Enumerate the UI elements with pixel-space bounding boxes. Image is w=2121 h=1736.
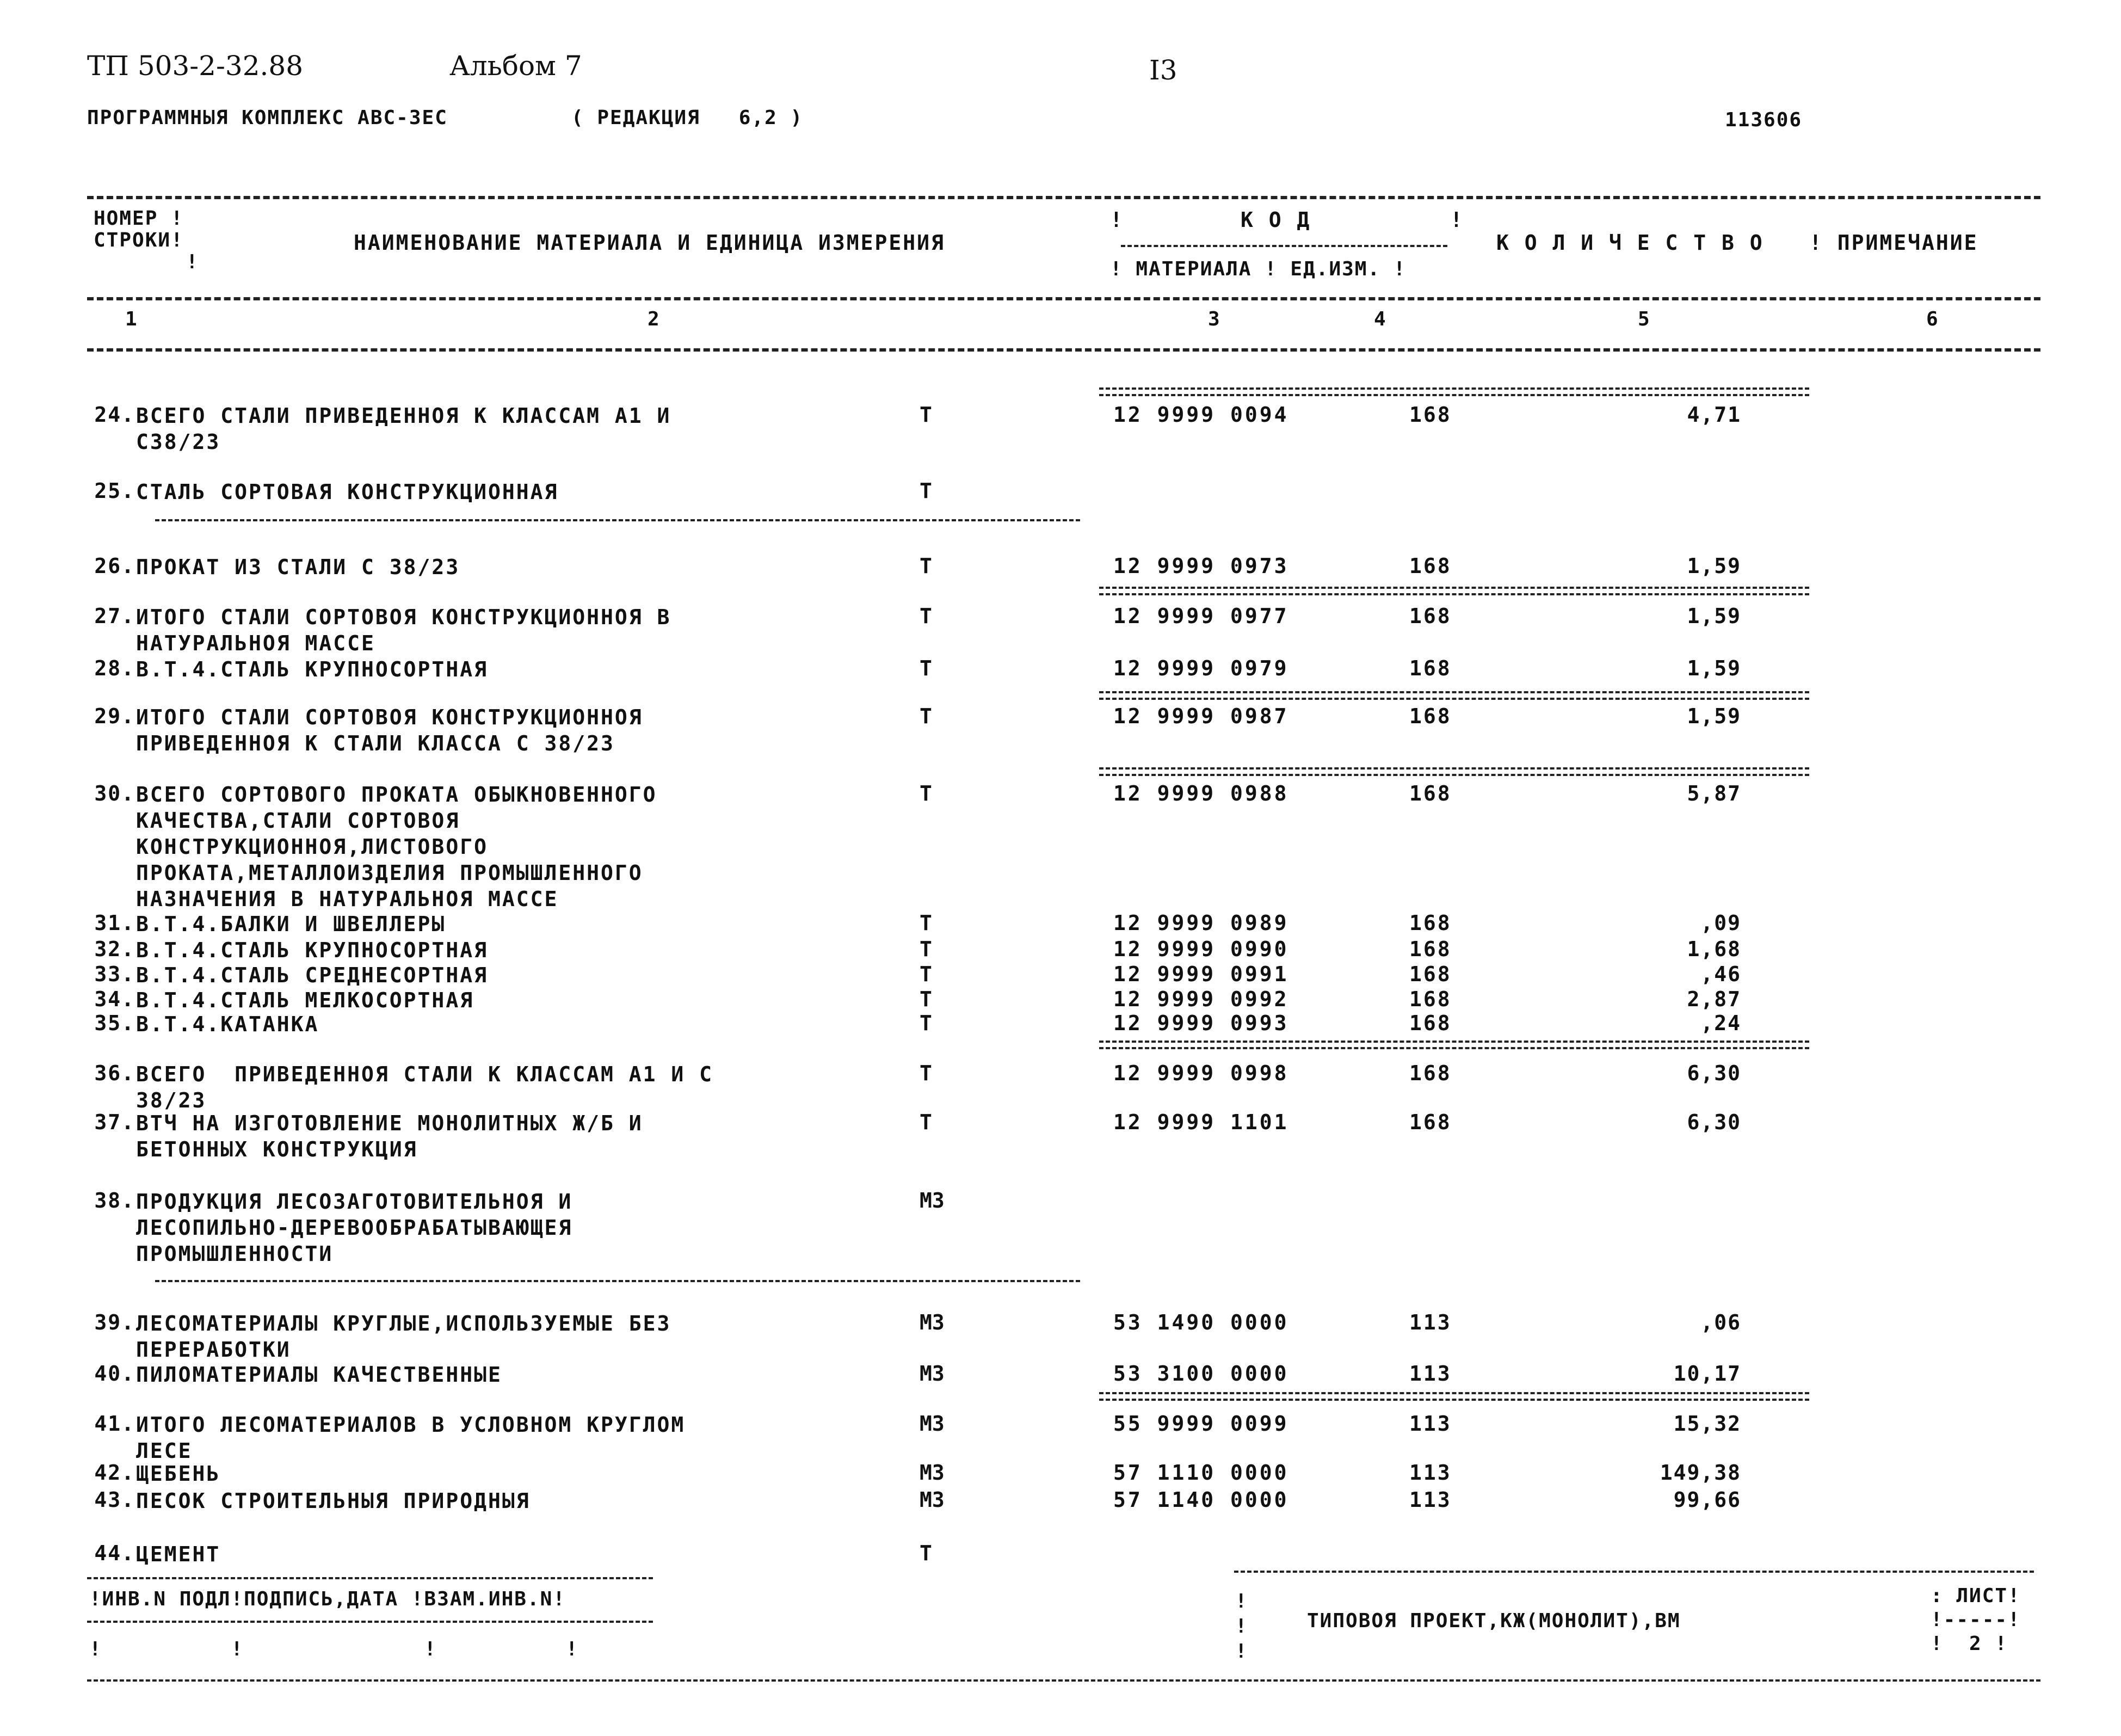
total-separator [1099,767,1809,776]
row-material-name: В.Т.4.СТАЛЬ КРУПНОСОРТНАЯ [136,938,488,962]
titleblock-left-bars: ! ! ! [1235,1590,1248,1663]
row-unit: Т [920,403,932,427]
total-separator [1099,1392,1809,1401]
total-separator [1099,387,1809,396]
row-unit-code: 113 [1409,1461,1452,1485]
row-quantity: 6,30 [1687,1061,1741,1085]
program-name: ПРОГРАММНЫЯ КОМПЛЕКС АВС-3ЕС [87,107,448,129]
row-number: 31. [94,911,135,935]
row-unit: Т [920,1061,932,1085]
row-unit: Т [920,781,932,805]
row-material-name: В.Т.4.СТАЛЬ КРУПНОСОРТНАЯ [136,657,488,681]
total-separator [1099,1041,1809,1049]
col6-header: ! ПРИМЕЧАНИЕ [1809,231,1978,255]
row-number: 33. [94,962,135,986]
row-quantity: 1,59 [1687,554,1741,578]
row-material-name: ВТЧ НА ИЗГОТОВЛЕНИЕ МОНОЛИТНЫХ Ж/Б И БЕТОННЫХ КОНСТРУКЦИЯ [136,1111,643,1161]
row-material-name: ПЕСОК СТРОИТЕЛЬНЫЯ ПРИРОДНЫЯ [136,1489,531,1513]
row-quantity: ,09 [1700,911,1741,935]
row-material-code: 12 9999 0993 [1113,1011,1289,1035]
row-unit: Т [920,554,932,578]
sheet-label: : ЛИСТ! [1931,1585,2021,1607]
row-unit-code: 168 [1409,781,1452,805]
header-top-rule [87,196,2040,199]
row-unit: Т [920,604,932,628]
album-label: Альбом 7 [449,50,582,82]
row-material-name: ИТОГО СТАЛИ СОРТОВОЯ КОНСТРУКЦИОННОЯ В НАТУРАЛЬНОЯ МАССЕ [136,605,671,655]
row-material-code: 12 9999 0992 [1113,987,1289,1011]
row-material-code: 12 9999 0991 [1113,962,1289,986]
stamp-mid-rule [87,1621,653,1623]
row-unit: М3 [920,1189,945,1212]
colnum-3: 3 [1208,308,1221,330]
row-quantity: ,06 [1700,1310,1741,1334]
row-unit: М3 [920,1488,945,1512]
row-number: 24. [94,403,135,427]
col1-header: НОМЕР ! СТРОКИ! ! [94,207,199,273]
row-material-code: 12 9999 0998 [1113,1061,1289,1085]
row-unit: Т [920,987,932,1011]
row-quantity: 1,59 [1687,704,1741,728]
row-material-name: В.Т.4.КАТАНКА [136,1012,319,1036]
row-quantity: 99,66 [1673,1488,1741,1512]
row-unit-code: 168 [1409,656,1452,680]
row-number: 29. [94,704,135,728]
row-material-code: 12 9999 0987 [1113,704,1289,728]
row-number: 40. [94,1362,135,1386]
row-unit-code: 113 [1409,1412,1452,1436]
code-subheader: ! МАТЕРИАЛА ! ЕД.ИЗМ. ! [1110,258,1407,280]
row-quantity: 4,71 [1687,403,1741,427]
row-material-name: В.Т.4.БАЛКИ И ШВЕЛЛЕРЫ [136,912,446,936]
sheet-number: 2 [1969,1633,1982,1655]
row-quantity: 15,32 [1673,1412,1741,1436]
colnum-5: 5 [1638,308,1651,330]
total-separator [1099,587,1809,595]
row-material-code: 12 9999 0988 [1113,781,1289,805]
row-material-name: ИТОГО СТАЛИ СОРТОВОЯ КОНСТРУКЦИОННОЯ ПРИВЕДЕННОЯ К СТАЛИ КЛАССА С 38/23 [136,705,643,755]
row-quantity: 1,59 [1687,656,1741,680]
header-bottom-rule [87,348,2040,352]
row-material-name: ВСЕГО СОРТОВОГО ПРОКАТА ОБЫКНОВЕННОГО КАЧЕСТВА,СТАЛИ СОРТОВОЯ КОНСТРУКЦИОННОЯ,ЛИСТОВОГО ПРОКАТА,МЕТАЛЛОИЗДЕЛИЯ ПРОМЫШЛЕННОГО НАЗНАЧЕНИЯ В НАТУРАЛЬНОЯ МАССЕ [136,783,657,911]
row-material-code: 12 9999 0990 [1113,937,1289,961]
row-unit: М3 [920,1310,945,1334]
row-number: 28. [94,656,135,680]
row-unit: Т [920,704,932,728]
job-number: 113606 [1725,109,1803,131]
row-material-name: ВСЕГО СТАЛИ ПРИВЕДЕННОЯ К КЛАССАМ А1 И С38/23 [136,404,671,454]
stamp-cells: ! ! ! ! [89,1638,579,1660]
row-unit: Т [920,962,932,986]
row-number: 41. [94,1412,135,1436]
row-unit-code: 168 [1409,1061,1452,1085]
page-bottom-rule [87,1679,2040,1682]
row-material-code: 57 1110 0000 [1113,1461,1289,1485]
row-number: 42. [94,1461,135,1485]
row-number: 30. [94,781,135,805]
code-group-bar-right: ! [1450,208,1464,232]
row-unit: Т [920,1541,932,1565]
code-subrule [1121,245,1447,247]
row-material-code: 12 9999 0973 [1113,554,1289,578]
row-quantity: ,24 [1700,1011,1741,1035]
sheet-label-rule: !-----! [1931,1609,2021,1631]
row-quantity: 6,30 [1687,1110,1741,1134]
row-material-code: 57 1140 0000 [1113,1488,1289,1512]
col5-header: К О Л И Ч Е С Т В О [1496,231,1764,255]
row-unit: М3 [920,1412,945,1436]
row-material-name: В.Т.4.СТАЛЬ СРЕДНЕСОРТНАЯ [136,963,488,987]
row-material-code: 53 1490 0000 [1113,1310,1289,1334]
document-code: ТП 503-2-32.88 [87,50,304,82]
row-material-name: ИТОГО ЛЕСОМАТЕРИАЛОВ В УСЛОВНОМ КРУГЛОМ ЛЕСЕ [136,1413,686,1463]
row-material-name: СТАЛЬ СОРТОВАЯ КОНСТРУКЦИОННАЯ [136,480,559,504]
colnum-4: 4 [1374,308,1387,330]
row-unit-code: 168 [1409,937,1452,961]
row-unit-code: 168 [1409,604,1452,628]
row-number: 35. [94,1011,135,1035]
row-unit: Т [920,1110,932,1134]
colnum-6: 6 [1926,308,1939,330]
row-material-name: ПРОДУКЦИЯ ЛЕСОЗАГОТОВИТЕЛЬНОЯ И ЛЕСОПИЛЬНО-ДЕРЕВООБРАБАТЫВАЮЩЕЯ ПРОМЫШЛЕННОСТИ [136,1190,573,1266]
stamp-top-rule [87,1577,653,1579]
section-separator [155,1280,1080,1282]
program-edition: ( РЕДАКЦИЯ 6,2 ) [571,107,804,129]
sheet-number-cell: ! 2 ! [1931,1633,2008,1655]
row-unit: Т [920,1011,932,1035]
row-unit-code: 168 [1409,962,1452,986]
colnum-1: 1 [125,308,138,330]
colnum-2: 2 [648,308,661,330]
row-number: 38. [94,1189,135,1212]
row-material-code: 55 9999 0099 [1113,1412,1289,1436]
project-title: ТИПОВОЯ ПРОЕКТ,КЖ(МОНОЛИТ),ВМ [1307,1610,1681,1632]
row-material-code: 12 9999 0989 [1113,911,1289,935]
row-number: 44. [94,1541,135,1565]
row-unit: М3 [920,1461,945,1485]
row-material-code: 12 9999 0094 [1113,403,1289,427]
row-unit: Т [920,479,932,503]
header-mid-rule [87,297,2040,300]
row-material-name: ЦЕМЕНТ [136,1542,221,1566]
row-number: 32. [94,937,135,961]
row-material-name: ВСЕГО ПРИВЕДЕННОЯ СТАЛИ К КЛАССАМ А1 И С 38/23 [136,1062,713,1112]
titleblock-top-rule [1234,1571,2034,1573]
row-number: 26. [94,554,135,578]
row-unit-code: 168 [1409,987,1452,1011]
row-material-code: 12 9999 1101 [1113,1110,1289,1134]
row-unit-code: 113 [1409,1362,1452,1386]
row-number: 39. [94,1310,135,1334]
row-unit: М3 [920,1362,945,1386]
page-number: I3 [1149,54,1177,86]
row-unit-code: 168 [1409,1110,1452,1134]
row-quantity: 5,87 [1687,781,1741,805]
code-group-bar: ! [1110,208,1124,232]
row-quantity: 2,87 [1687,987,1741,1011]
section-separator [155,519,1080,521]
row-number: 43. [94,1488,135,1512]
total-separator [1099,691,1809,700]
row-number: 36. [94,1061,135,1085]
col2-header: НАИМЕНОВАНИЕ МАТЕРИАЛА И ЕДИНИЦА ИЗМЕРЕНИЯ [354,231,945,255]
row-material-code: 12 9999 0977 [1113,604,1289,628]
row-unit-code: 168 [1409,704,1452,728]
row-number: 25. [94,479,135,503]
row-material-name: ПИЛОМАТЕРИАЛЫ КАЧЕСТВЕННЫЕ [136,1363,502,1387]
stamp-fields: !ИНВ.N ПОДЛ!ПОДПИСЬ,ДАТА !ВЗАМ.ИНВ.N! [89,1588,566,1610]
row-quantity: 1,68 [1687,937,1741,961]
row-unit-code: 168 [1409,403,1452,427]
code-group-header: К О Д [1241,208,1311,232]
row-material-name: ПРОКАТ ИЗ СТАЛИ С 38/23 [136,555,460,579]
row-unit-code: 113 [1409,1310,1452,1334]
row-number: 37. [94,1110,135,1134]
row-quantity: 1,59 [1687,604,1741,628]
row-quantity: 149,38 [1660,1461,1741,1485]
row-unit-code: 113 [1409,1488,1452,1512]
row-number: 27. [94,604,135,628]
row-material-code: 12 9999 0979 [1113,656,1289,680]
row-unit: Т [920,911,932,935]
row-material-name: ЩЕБЕНЬ [136,1462,221,1486]
row-unit-code: 168 [1409,1011,1452,1035]
row-material-name: В.Т.4.СТАЛЬ МЕЛКОСОРТНАЯ [136,988,474,1012]
row-quantity: ,46 [1700,962,1741,986]
row-unit: Т [920,937,932,961]
row-material-name: ЛЕСОМАТЕРИАЛЫ КРУГЛЫЕ,ИСПОЛЬЗУЕМЫЕ БЕЗ ПЕРЕРАБОТКИ [136,1312,671,1362]
row-unit-code: 168 [1409,911,1452,935]
row-material-code: 53 3100 0000 [1113,1362,1289,1386]
row-unit: Т [920,656,932,680]
row-unit-code: 168 [1409,554,1452,578]
row-number: 34. [94,987,135,1011]
row-quantity: 10,17 [1673,1362,1741,1386]
